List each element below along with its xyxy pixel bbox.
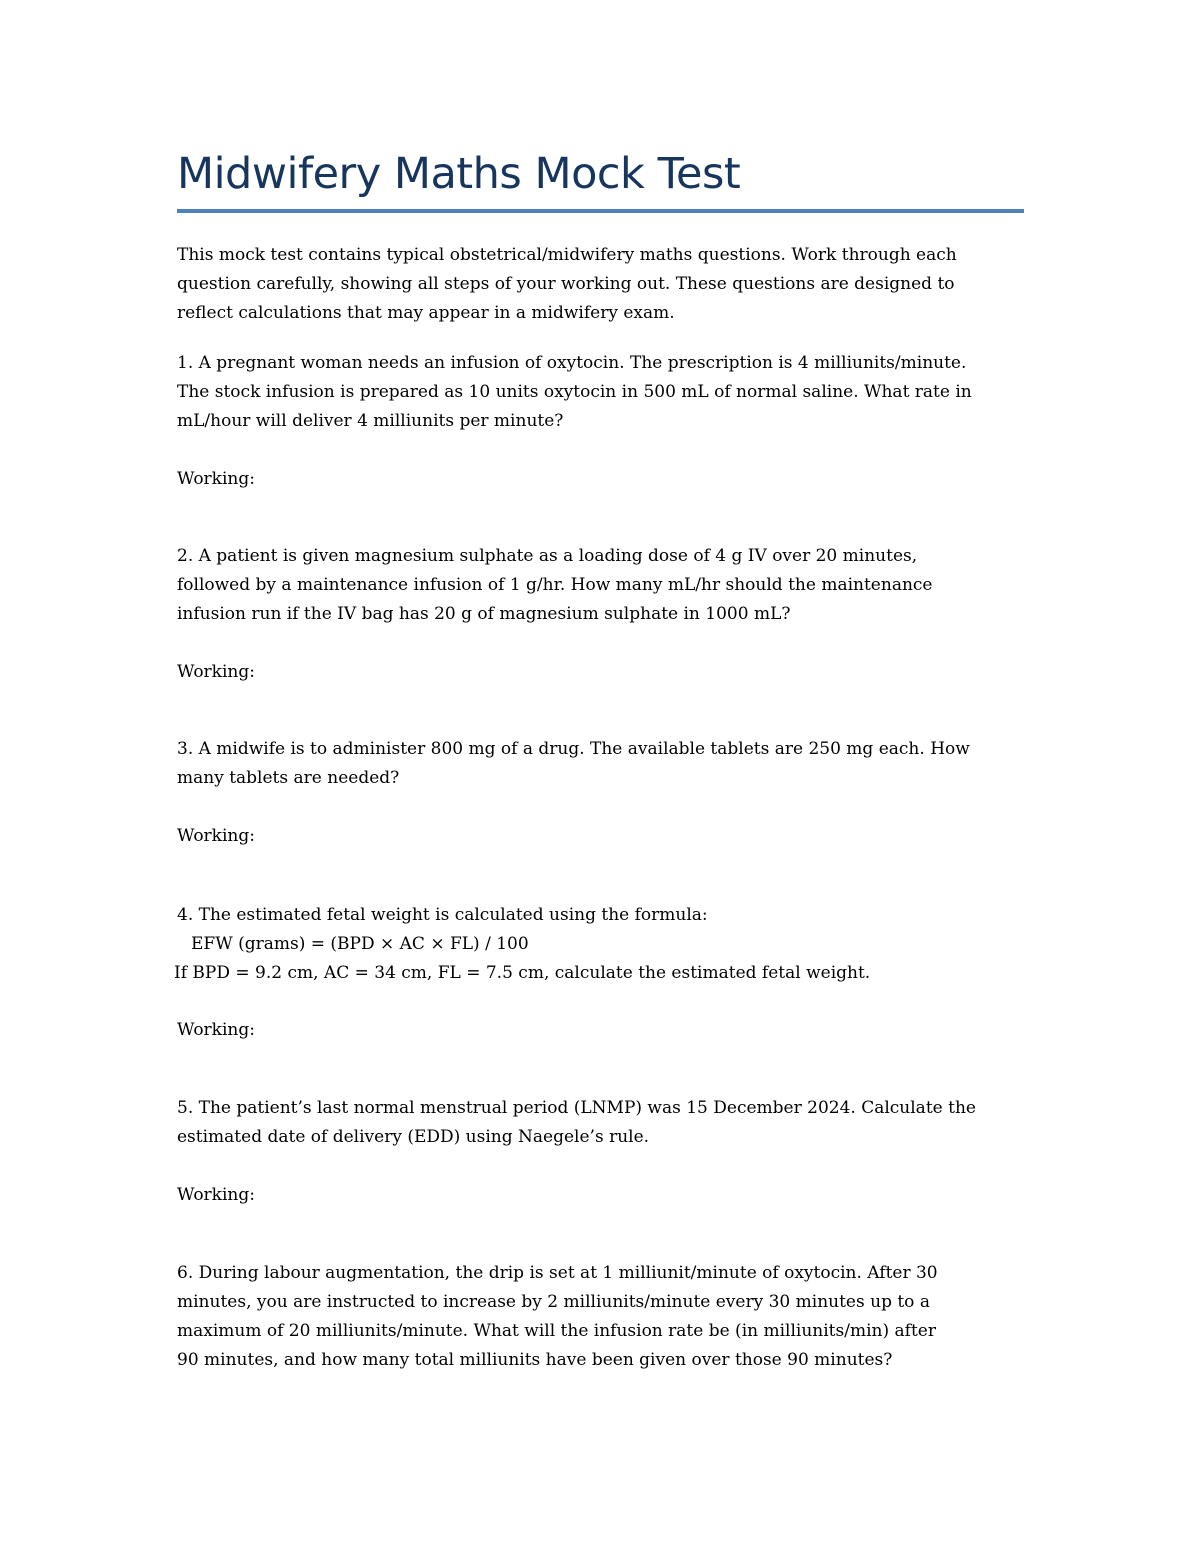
question-6-line: minutes, you are instructed to increase by 2 milliunits/minute every 30 minutes up to a	[177, 1292, 930, 1312]
document-title: Midwifery Maths Mock Test	[177, 149, 741, 199]
question-5	[177, 1094, 1025, 1152]
working-label-2: Working:	[177, 662, 255, 682]
question-2-line: infusion run if the IV bag has 20 g of magnesium sulphate in 1000 mL?	[177, 604, 791, 624]
question-2-line: followed by a maintenance infusion of 1 g/hr. How many mL/hr should the maintenance	[177, 575, 933, 595]
question-2-line: 2. A patient is given magnesium sulphate as a loading dose of 4 g IV over 20 minutes,	[177, 546, 918, 566]
question-4-line: 4. The estimated fetal weight is calculated using the formula:	[177, 905, 708, 925]
working-label-5: Working:	[177, 1185, 255, 1205]
question-3	[177, 735, 1025, 793]
question-4	[174, 901, 1025, 988]
question-5-line: 5. The patient’s last normal menstrual period (LNMP) was 15 December 2024. Calculate the	[177, 1098, 976, 1118]
working-label-3: Working:	[177, 826, 255, 846]
intro-line: question carefully, showing all steps of your working out. These questions are designed to	[177, 274, 955, 294]
intro-line: This mock test contains typical obstetrical/midwifery maths questions. Work through each	[177, 245, 957, 265]
intro-paragraph	[177, 241, 1025, 328]
question-6-line: maximum of 20 milliunits/minute. What will the infusion rate be (in milliunits/min) after	[177, 1321, 936, 1341]
question-1	[177, 349, 1025, 436]
question-4-formula: EFW (grams) = (BPD × AC × FL) / 100	[191, 934, 529, 954]
question-5-line: estimated date of delivery (EDD) using Naegele’s rule.	[177, 1127, 650, 1147]
question-1-line: mL/hour will deliver 4 milliunits per minute?	[177, 411, 564, 431]
question-3-line: 3. A midwife is to administer 800 mg of a drug. The available tablets are 250 mg each. How	[177, 739, 970, 759]
question-6-line: 90 minutes, and how many total milliunits have been given over those 90 minutes?	[177, 1350, 893, 1370]
question-6	[177, 1259, 1025, 1375]
title-underline	[177, 209, 1024, 213]
question-6-line: 6. During labour augmentation, the drip is set at 1 milliunit/minute of oxytocin. After 30	[177, 1263, 938, 1283]
question-1-line: 1. A pregnant woman needs an infusion of oxytocin. The prescription is 4 milliunits/minute.	[177, 353, 967, 373]
working-label-4: Working:	[177, 1020, 255, 1040]
question-4-line: If BPD = 9.2 cm, AC = 34 cm, FL = 7.5 cm, calculate the estimated fetal weight.	[174, 963, 871, 983]
question-3-line: many tablets are needed?	[177, 768, 400, 788]
working-label-1: Working:	[177, 469, 255, 489]
question-1-line: The stock infusion is prepared as 10 units oxytocin in 500 mL of normal saline. What rate in	[177, 382, 972, 402]
intro-line: reflect calculations that may appear in a midwifery exam.	[177, 303, 675, 323]
question-2	[177, 542, 1025, 629]
